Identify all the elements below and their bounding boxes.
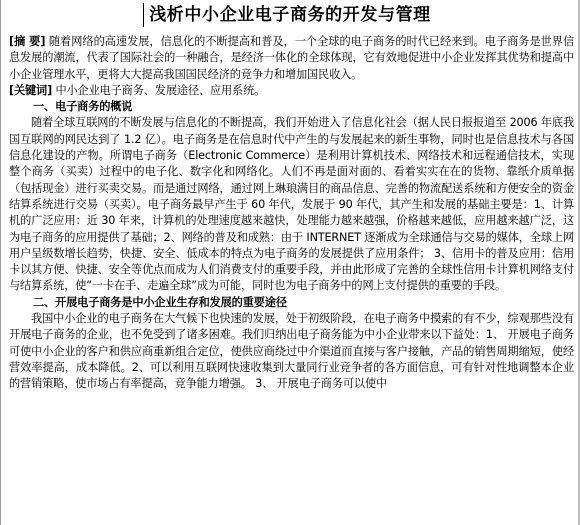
abstract-label: [摘 要]: [9, 35, 46, 48]
section-2-heading: 二、开展电子商务是中小企业生存和发展的重要途径: [33, 295, 287, 309]
document-title: 浅析中小企业电子商务的开发与管理: [143, 3, 437, 27]
keywords-label: [关键词]: [9, 83, 53, 97]
section-1-heading: 一、电子商务的概说: [33, 100, 133, 114]
section-1-body: 随着全球互联网的不断发展与信息化的不断提高，我们开始进入了信息化社会（据人民日报报道至 2006 年底我国互联网的网民达到了 1.2 亿）。电子商务是在信息时代中产生的与发展起来的新生事物，同时也是信息技术与各国信息化建设的产物。所谓电子商务（Electronic Commerce）是利用计算机技术、网络技术和远程通信技术，实现整个商务（买卖）过程中的电子化、数字化和网络化。人们不再是面对面的、看着实实在在的货物、靠纸介质单据（包括现金）进行买卖交易。而是通过网络，通过网上琳琅满目的商品信息、完善的物流配送系统和方便安全的资金结算系统进行交易（买卖）。电子商务最早产生于 60 年代，发展于 90 年代，其产生和发展的基础主要是：1、计算机的广泛应用：近 30 年来，计算机的处理速度越来越快，处理能力越来越强，价格越来越低，应用越来越广泛，这为电子商务的应用提供了基础；2、网络的普及和成熟：由于 INTERNET 逐渐成为全球通信与交易的媒体，全球上网用户呈级数增长趋势，快捷、安全、低成本的特点为电子商务的发展提供了应用条件； 3、信用卡的普及应用：信用卡以其方便、快捷、安全等优点而成为人们消费支付的重要手段，并由此形成了完善的全球性信用卡计算机网络支付与结算系统，使“一卡在手、走遍全球”成为可能，同时也为电子商务中的网上支付提供的重要的手段。: [9, 116, 574, 293]
title-container: [0, 3, 580, 27]
keywords-text: 中小企业电子商务、发展途径、应用系统。: [52, 83, 266, 97]
abstract-text: 随着网络的高速发展，信息化的不断提高和普及，一个全球的电子商务的时代已经来到。电子商务是世界信息发展的潮流，代表了国际社会的一种融合，是经济一体化的全球体现，它有效地促进中小企业发挥其优势和提高中小企业管理水平，更将大大提高我国国民经济的竞争力和增加国民收入。: [9, 35, 575, 81]
document-body: [9, 34, 574, 393]
page-left-edge: [0, 0, 1, 525]
keywords-paragraph: [9, 83, 574, 99]
abstract-paragraph: [9, 34, 574, 83]
section-2-body: 我国中小企业的电子商务在大气候下也快速的发展，处于初级阶段，在电子商务中摸索的有不少，综观那些没有开展电子商务的企业，也不免受到了诸多困难。我们归纳出电子商务能为中小企业带来以下益处：1、 开展电子商务可使中小企业的客户和供应商重新组合定位，使供应商绕过中介渠道而直接与客户接触，产品的销售周期缩短，使经营效率提高，成本降低。2、可以利用互联网快速收集到大量同行业竞争者的各方面信息，可有针对性地调整本企业的营销策略，使市场占有率提高，竞争能力增强。 3、 开展电子商务可以使中: [9, 312, 574, 391]
